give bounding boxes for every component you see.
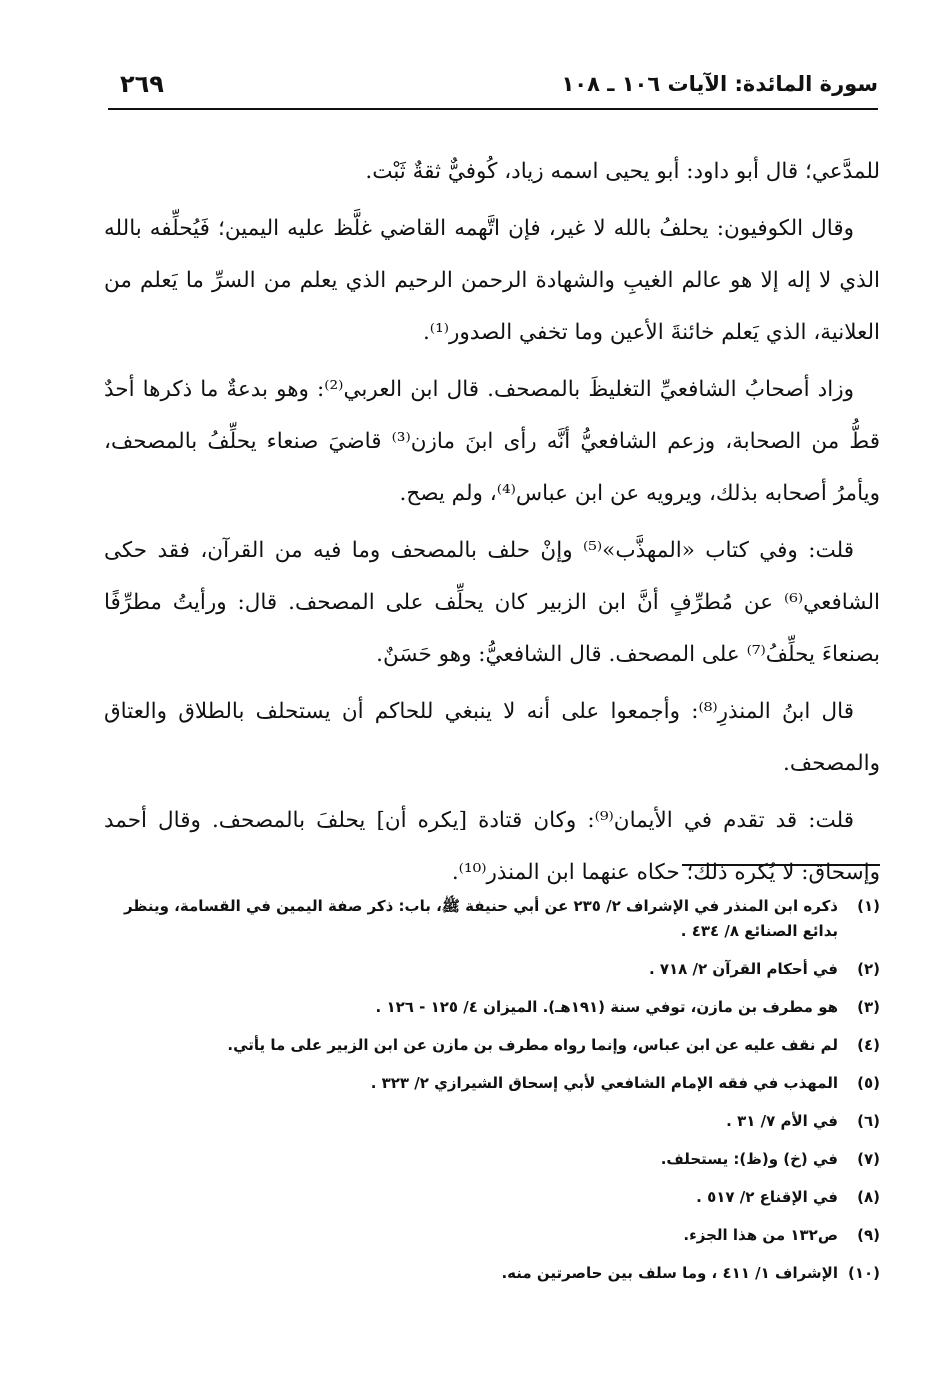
footnotes	[104, 894, 880, 1299]
main-text	[104, 146, 880, 904]
footnote-number: (١)	[857, 897, 880, 915]
footnote-text: في أحكام القرآن ٢/ ٧١٨ .	[648, 960, 838, 978]
footnote-number: (٧)	[857, 1150, 880, 1168]
footnote	[104, 957, 880, 982]
paragraph: وقال الكوفيون: يحلفُ بالله لا غير، فإن اتَّهمه القاضي غلَّظ عليه اليمين؛ فَيُحلِّفه بالله الذي لا إله إلا هو عالم الغيبِ والشهادة الرحمن الرحيم الذي يعلم من السرِّ ما يَعلم من العلانية، الذي يَعلم خائنةَ الأعين وما تخفي الصدور⁽¹⁾.	[104, 216, 880, 345]
footnote-text: المهذب في فقه الإمام الشافعي لأبي إسحاق الشيرازي ٢/ ٣٢٣ .	[370, 1074, 838, 1092]
footnote-text: لم نقف عليه عن ابن عباس، وإنما رواه مطرف بن مازن عن ابن الزبير على ما يأتي.	[227, 1036, 838, 1054]
paragraph: قال ابنُ المنذرِ⁽⁸⁾: وأجمعوا على أنه لا ينبغي للحاكم أن يستحلف بالطلاق والعتاق والمصحف.	[104, 699, 880, 776]
footnote-number: (٢)	[857, 960, 880, 978]
footnote-number: (٦)	[857, 1112, 880, 1130]
page-number: ٢٦٩	[120, 70, 164, 98]
footnote-number: (١٠)	[847, 1264, 880, 1282]
footnote-text: في (خ) و(ظ): يستحلف.	[660, 1150, 838, 1168]
footnote	[104, 1109, 880, 1134]
footnote-number: (٣)	[857, 998, 880, 1016]
footnote	[104, 1185, 880, 1210]
footnote	[104, 995, 880, 1020]
footnote	[104, 1223, 880, 1248]
paragraph: للمدَّعي؛ قال أبو داود: أبو يحيى اسمه زياد، كُوفيٌّ ثقةٌ ثَبْت.	[365, 159, 880, 184]
footnote-text: في الإقناع ٢/ ٥١٧ .	[696, 1188, 838, 1206]
page-header	[108, 68, 878, 110]
footnote-text: الإشراف ١/ ٤١١ ، وما سلف بين حاصرتين منه.	[501, 1264, 838, 1282]
footnote	[104, 1033, 880, 1058]
footnote-text: ذكره ابن المنذر في الإشراف ٢/ ٢٣٥ عن أبي حنيفة ﷺ، باب: ذكر صفة اليمين في القسامة، وينظر بدائع الصنائع ٨/ ٤٣٤ .	[123, 897, 838, 940]
footnote-number: (٨)	[857, 1188, 880, 1206]
footnote	[104, 1147, 880, 1172]
footnote	[104, 894, 880, 944]
footnote	[104, 1261, 880, 1286]
footnote-text: ص١٣٢ من هذا الجزء.	[683, 1226, 838, 1244]
paragraph: قلت: وفي كتاب «المهذَّب»⁽⁵⁾ وإنْ حلف بالمصحف وما فيه من القرآن، فقد حكى الشافعي⁽⁶⁾ عن مُطرِّفٍ أنَّ ابن الزبير كان يحلِّف على المصحف. قال: ورأيتُ مطرِّفًا بصنعاءَ يحلِّفُ⁽⁷⁾ على المصحف. قال الشافعيُّ: وهو حَسَنٌ.	[104, 538, 880, 667]
running-title: سورة المائدة: الآيات ١٠٦ ـ ١٠٨	[561, 72, 878, 96]
footnote-text: في الأم ٧/ ٣١ .	[726, 1112, 838, 1130]
footnote	[104, 1071, 880, 1096]
footnote-number: (٤)	[857, 1036, 880, 1054]
paragraph: وزاد أصحابُ الشافعيِّ التغليظَ بالمصحف. قال ابن العربي⁽²⁾: وهو بدعةٌ ما ذكرها أحدٌ قطُّ من الصحابة، وزعم الشافعيُّ أنَّه رأى ابنَ مازن⁽³⁾ قاضيَ صنعاء يحلِّفُ بالمصحف، ويأمرُ أصحابه بذلك، ويرويه عن ابن عباس⁽⁴⁾، ولم يصح.	[104, 377, 880, 506]
footnote-separator	[682, 864, 880, 866]
footnote-number: (٩)	[857, 1226, 880, 1244]
footnote-number: (٥)	[857, 1074, 880, 1092]
paragraph: قلت: قد تقدم في الأيمان⁽⁹⁾: وكان قتادة [يكره أن] يحلفَ بالمصحف. وقال أحمد وإسحاق: لا يُكره ذلك؛ حكاه عنهما ابن المنذر⁽¹⁰⁾.	[104, 808, 880, 885]
footnote-text: هو مطرف بن مازن، توفي سنة (١٩١هـ). الميزان ٤/ ١٢٥ - ١٢٦ .	[375, 998, 838, 1016]
